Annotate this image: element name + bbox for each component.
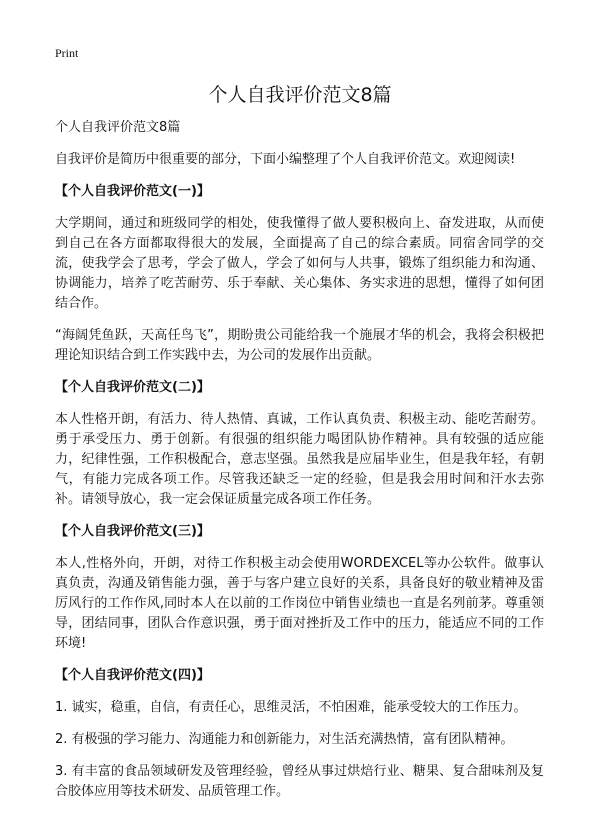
subtitle: 个人自我评价范文8篇 xyxy=(55,120,181,135)
print-label: Print xyxy=(55,46,79,60)
section-heading-3: 【个人自我评价范文(三)】 xyxy=(55,524,210,539)
section-4-item-1: 1. 诚实，稳重，自信，有责任心，思维灵活，不怕困难，能承受较大的工作压力。 xyxy=(55,700,527,715)
document-body xyxy=(55,118,544,802)
section-3-paragraph-1: 本人,性格外向，开朗，对待工作积极主动会使用WORDEXCEL等办公软件。做事认真负责，沟通及销售能力强，善于与客户建立良好的关系，具备良好的敬业精神及雷厉风行的工作作风,同时本人在以前的工作岗位中销售业绩也一直是名列前茅。尊重领导，团结同事，团队合作意识强，勇于面对挫折及工作中的压力，能适应不同的工作环境! xyxy=(55,556,544,651)
section-heading-2: 【个人自我评价范文(二)】 xyxy=(55,380,210,395)
document-title: 个人自我评价范文8篇 xyxy=(208,84,392,106)
section-heading-4: 【个人自我评价范文(四)】 xyxy=(55,668,210,683)
section-2-paragraph-1: 本人性格开朗，有活力、待人热情、真诚，工作认真负责、积极主动、能吃苦耐劳。勇于承受压力、勇于创新。有很强的组织能力喝团队协作精神。具有较强的适应能力，纪律性强，工作积极配合，意志坚强。虽然我是应届毕业生，但是我年轻，有朝气，有能力完成各项工作。尽管我还缺乏一定的经验，但是我会用时间和汗水去弥补。请领导放心，我一定会保证质量完成各项工作任务。 xyxy=(55,412,544,507)
section-4-item-3: 3. 有丰富的食品领域研发及管理经验，曾经从事过烘焙行业、糖果、复合甜味剂及复合胶体应用等技术研发、品质管理工作。 xyxy=(55,764,544,799)
intro-paragraph: 自我评价是简历中很重要的部分，下面小编整理了个人自我评价范文。欢迎阅读! xyxy=(55,152,516,167)
section-1-paragraph-1: 大学期间，通过和班级同学的相处，使我懂得了做人要积极向上、奋发进取，从而使到自己在各方面都取得很大的发展，全面提高了自己的综合素质。同宿舍同学的交流，使我学会了思考，学会了做人，学会了如何与人共事，锻炼了组织能力和沟通、协调能力，培养了吃苦耐劳、乐于奉献、关心集体、务实求进的思想，懂得了如何团结合作。 xyxy=(55,216,544,311)
section-1-paragraph-2: “海阔凭鱼跃，天高任鸟飞”，期盼贵公司能给我一个施展才华的机会，我将会积极把理论知识结合到工作实践中去，为公司的发展作出贡献。 xyxy=(55,328,544,363)
section-4-item-2: 2. 有极强的学习能力、沟通能力和创新能力，对生活充满热情，富有团队精神。 xyxy=(55,732,514,747)
section-heading-1: 【个人自我评价范文(一)】 xyxy=(55,184,210,199)
